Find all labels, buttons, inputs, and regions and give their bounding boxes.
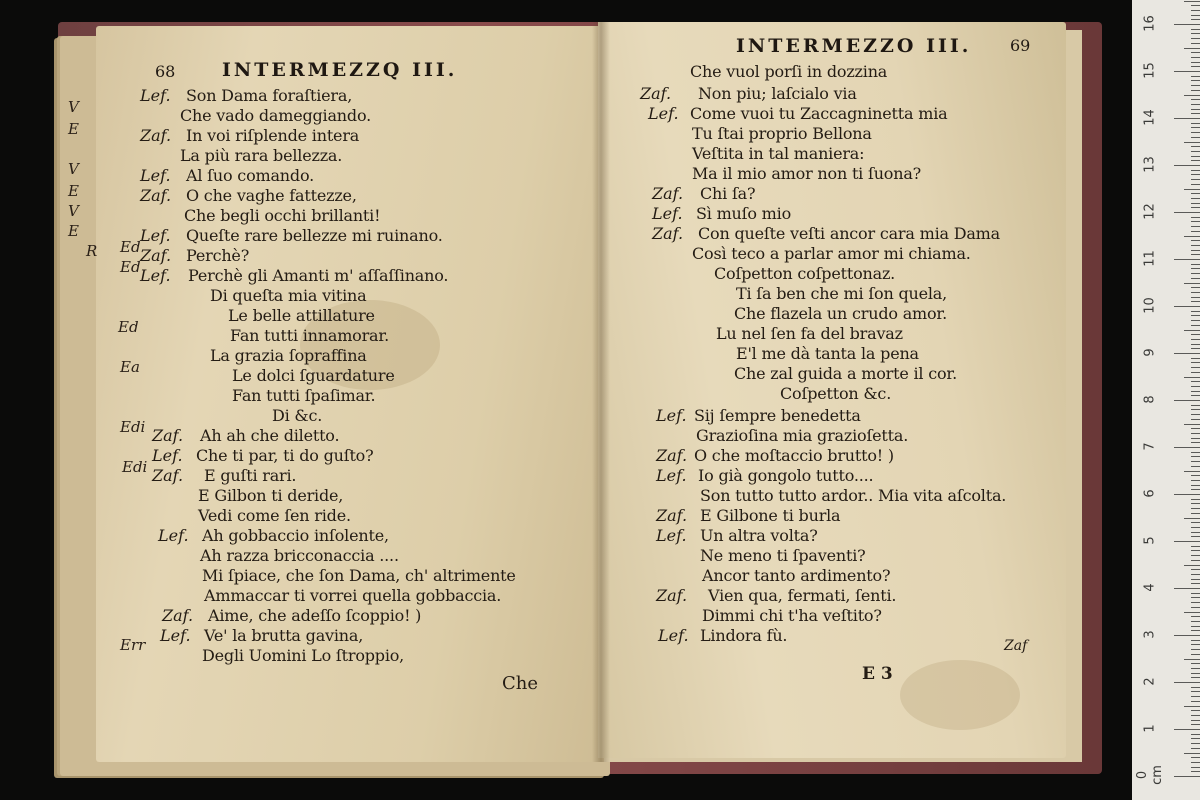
ruler-tick [1191,372,1200,373]
verse-line: Lindora fù. [700,626,788,645]
verse-line: Un altra volta? [700,526,818,545]
ruler-tick [1191,452,1200,453]
verse-line: Le belle attillature [228,306,375,325]
verse-line: Che begli occhi brillanti! [184,206,381,225]
ruler-tick [1191,640,1200,641]
ruler-tick [1191,184,1200,185]
ruler-tick [1191,456,1200,457]
ruler-tick [1174,353,1200,354]
ruler-tick [1191,466,1200,467]
ruler-label: 11 [1142,250,1158,267]
ruler-tick [1174,494,1200,495]
speaker-label: Zaf. [152,426,184,445]
ruler-tick [1184,1,1200,2]
ruler-tick [1191,278,1200,279]
ruler-label: 7 [1142,442,1158,451]
edge-text-fragment: Ed [120,258,141,276]
ruler-tick [1174,447,1200,448]
speaker-label: Zaf. [652,184,684,203]
ruler-tick [1174,400,1200,401]
ruler-tick [1191,696,1200,697]
edge-text-fragment: Ed [120,238,141,256]
ruler-tick [1191,90,1200,91]
verse-line: Ah razza bricconaccia .... [200,546,399,565]
verse-line: Sì muſo mio [696,204,792,223]
edge-text-fragment: V [68,160,79,178]
ruler-tick [1191,348,1200,349]
ruler-tick [1191,311,1200,312]
edge-text-fragment: Ed [118,318,139,336]
ruler-tick [1191,264,1200,265]
ruler-tick [1191,668,1200,669]
ruler-tick [1191,226,1200,227]
ruler-tick [1191,710,1200,711]
ruler-tick [1191,19,1200,20]
ruler-tick [1191,38,1200,39]
speaker-label: Zaf. [640,84,672,103]
ruler-tick [1174,165,1200,166]
ruler-tick [1191,57,1200,58]
ruler-tick [1184,518,1200,519]
ruler-tick [1191,485,1200,486]
edge-text-fragment: V [68,202,79,220]
verse-line: Son Dama foraſtiera, [186,86,353,105]
ruler-tick [1184,424,1200,425]
ruler-label: 9 [1142,348,1158,357]
ruler-tick [1191,602,1200,603]
verse-line: Degli Uomini Lo ſtroppio, [202,646,405,665]
ruler-tick [1191,362,1200,363]
ruler-tick [1191,287,1200,288]
ruler-tick [1191,644,1200,645]
ruler-tick [1191,405,1200,406]
verse-line: Ah ah che diletto. [200,426,340,445]
verse-line: Aime, che adeſſo ſcoppio! ) [208,606,422,625]
ruler-tick [1191,461,1200,462]
ruler-tick [1191,607,1200,608]
ruler-tick [1184,330,1200,331]
ruler-tick [1174,24,1200,25]
ruler-tick [1191,104,1200,105]
ruler-tick [1191,254,1200,255]
ruler-tick [1191,29,1200,30]
ruler-tick [1191,33,1200,34]
verse-line: E'l me dà tanta la pena [736,344,919,363]
speaker-label: Lef. [140,266,171,285]
ruler-tick [1191,10,1200,11]
ruler-tick [1191,480,1200,481]
ruler-tick [1191,217,1200,218]
ruler-tick [1191,419,1200,420]
ruler-tick [1191,160,1200,161]
ruler-tick [1191,583,1200,584]
verse-line: La più rara bellezza. [180,146,343,165]
verse-line: E Gilbone ti burla [700,506,841,525]
ruler-tick [1191,245,1200,246]
ruler-tick [1191,724,1200,725]
verse-line: Non piu; laſcialo via [698,84,857,103]
ruler-tick [1191,367,1200,368]
speaker-label: Lef. [140,226,171,245]
ruler-tick [1191,499,1200,500]
speaker-label: Lef. [140,86,171,105]
ruler-tick [1191,193,1200,194]
ruler-tick [1191,715,1200,716]
ruler-tick [1191,113,1200,114]
ruler-tick [1191,630,1200,631]
ruler-tick [1191,649,1200,650]
ruler-tick [1191,170,1200,171]
ruler-tick [1191,5,1200,6]
ruler-tick [1191,555,1200,556]
verse-line: Sij ſempre benedetta [694,406,861,425]
ruler-tick [1191,250,1200,251]
verse-line: Che zal guida a morte il cor. [734,364,957,383]
edge-text-fragment: Edi [122,458,148,476]
ruler-tick [1174,776,1200,777]
ruler-tick [1184,48,1200,49]
ruler-tick [1191,663,1200,664]
ruler-tick [1184,659,1200,660]
verse-line: E guſti rari. [204,466,297,485]
ruler-tick [1191,297,1200,298]
ruler-tick [1191,508,1200,509]
ruler-tick [1191,720,1200,721]
verse-line: Son tutto tutto ardor.. Mia vita aſcolta. [700,486,1007,505]
ruler-tick [1191,76,1200,77]
verse-line: Con queſte veſti ancor cara mia Dama [698,224,1000,243]
verse-line: Queſte rare bellezze mi ruinano. [186,226,443,245]
ruler-tick [1191,315,1200,316]
ruler-tick [1191,339,1200,340]
ruler-tick [1191,15,1200,16]
ruler-tick [1191,677,1200,678]
ruler-tick [1191,621,1200,622]
speaker-label: Zaf. [656,506,688,525]
speaker-label: Lef. [656,466,687,485]
verse-line: Coſpetton &c. [780,384,892,403]
speaker-label: Lef. [648,104,679,123]
ruler-tick [1191,207,1200,208]
ruler-tick [1191,757,1200,758]
ruler-tick [1191,123,1200,124]
speaker-label: Lef. [158,526,189,545]
ruler-tick [1174,212,1200,213]
speaker-label: Lef. [152,446,183,465]
ruler-label: 2 [1142,677,1158,686]
verse-line: Dimmi chi t'ha veſtito? [702,606,882,625]
ruler-tick [1191,748,1200,749]
ruler-tick [1191,734,1200,735]
ruler-tick [1191,80,1200,81]
verse-line: Come vuoi tu Zaccagninetta mia [690,104,948,123]
ruler-tick [1191,687,1200,688]
speaker-label: Zaf. [152,466,184,485]
ruler-tick [1191,503,1200,504]
ruler-tick [1184,706,1200,707]
verse-line: Che ti par, ti do guſto? [196,446,374,465]
ruler-tick [1191,743,1200,744]
verse-line: Lu nel ſen fa del bravaz [716,324,903,343]
ruler-tick [1191,532,1200,533]
ruler-tick [1191,85,1200,86]
verse-line: Di queſta mia vitina [210,286,367,305]
speaker-label: Zaf. [656,586,688,605]
ruler-tick [1191,771,1200,772]
edge-text-fragment: R [86,242,98,260]
ruler-tick [1174,118,1200,119]
ruler-tick [1191,579,1200,580]
ruler-tick [1191,240,1200,241]
ruler-tick [1191,527,1200,528]
verse-line: Al ſuo comando. [186,166,314,185]
ruler-tick [1184,142,1200,143]
ruler-tick [1191,569,1200,570]
verse-line: Le dolci ſguardature [232,366,395,385]
edge-text-fragment: V [68,98,79,116]
ruler-tick [1191,391,1200,392]
ruler-tick [1174,682,1200,683]
speaker-label: Lef. [160,626,191,645]
ruler-tick [1174,588,1200,589]
ruler-label: 6 [1142,489,1158,498]
verse-line: O che vaghe fattezze, [186,186,357,205]
verse-line: Ma il mio amor non ti ſuona? [692,164,922,183]
ruler-tick [1184,189,1200,190]
catchword-right: Zaf [1004,638,1028,654]
edge-text-fragment: Edi [120,418,146,436]
ruler-label: 3 [1142,630,1158,639]
ruler-tick [1191,409,1200,410]
verse-line: Ve' la brutta gavina, [204,626,364,645]
page-number-left: 68 [155,62,176,81]
ruler-tick [1191,325,1200,326]
verse-line: Ancor tanto ardimento? [702,566,891,585]
ruler-tick [1191,428,1200,429]
edge-text-fragment: E [68,222,79,240]
verse-line: Grazioſina mia grazioſetta. [696,426,909,445]
ruler-tick [1191,433,1200,434]
ruler-tick [1191,738,1200,739]
ruler-tick [1191,381,1200,382]
verse-line: Coſpetton coſpettonaz. [714,264,896,283]
ruler-tick [1191,616,1200,617]
speaker-label: Lef. [656,406,687,425]
ruler-tick [1191,231,1200,232]
verse-line: Di &c. [272,406,323,425]
edge-text-fragment: E [68,182,79,200]
ruler-label: 12 [1142,203,1158,220]
speaker-label: Zaf. [656,446,688,465]
ruler-tick [1191,132,1200,133]
verse-line: E Gilbon ti deride, [198,486,344,505]
ruler-label: 13 [1142,156,1158,173]
ruler-tick [1191,414,1200,415]
ruler-tick [1191,560,1200,561]
ruler-tick [1184,95,1200,96]
speaker-label: Zaf. [140,246,172,265]
ruler-tick [1191,536,1200,537]
ruler-label: 10 [1142,297,1158,314]
ruler-tick [1191,626,1200,627]
ruler-tick [1191,273,1200,274]
ruler-tick [1191,395,1200,396]
ruler-tick [1191,301,1200,302]
ruler-label: 15 [1142,62,1158,79]
catchword-left: Che [502,673,539,694]
ruler-tick [1191,43,1200,44]
ruler-tick [1191,268,1200,269]
verse-line: Così teco a parlar amor mi chiama. [692,244,971,263]
signature-mark: E 3 [862,664,893,684]
ruler-tick [1191,221,1200,222]
ruler-tick [1191,146,1200,147]
ruler-tick [1184,377,1200,378]
ruler-tick [1191,174,1200,175]
ruler-tick [1191,127,1200,128]
ruler-tick [1191,574,1200,575]
verse-line: Fan tutti innamorar. [230,326,389,345]
verse-line: Che vado dameggiando. [180,106,371,125]
ruler-tick [1174,729,1200,730]
ruler-label: 4 [1142,583,1158,592]
ruler-label: 16 [1142,15,1158,32]
ruler-tick [1191,442,1200,443]
ruler-tick [1191,52,1200,53]
verse-line: O che moſtaccio brutto! ) [694,446,894,465]
ruler-tick [1174,306,1200,307]
ruler-tick [1191,203,1200,204]
ruler-label: 5 [1142,536,1158,545]
edge-text-fragment: Ea [120,358,140,376]
verse-line: Perchè gli Amanti m' aſſaſſinano. [188,266,449,285]
verse-line: Ah gobbaccio inſolente, [202,526,389,545]
ruler-label: 8 [1142,395,1158,404]
ruler-tick [1184,565,1200,566]
ruler-tick [1191,654,1200,655]
running-header-left: INTERMEZZQ III. [222,59,458,81]
ruler-tick [1191,513,1200,514]
ruler-tick [1191,99,1200,100]
ruler-tick [1191,673,1200,674]
verse-line: Che flazela un crudo amor. [734,304,948,323]
verse-line: Vien qua, fermati, ſenti. [708,586,897,605]
ruler-tick [1191,550,1200,551]
speaker-label: Lef. [652,204,683,223]
verse-line: Perchè? [186,246,250,265]
verse-line: Che vuol porſi in dozzina [690,62,888,81]
page-number-right: 69 [1010,36,1031,55]
ruler-tick [1191,767,1200,768]
ruler-label: 1 [1142,724,1158,733]
verse-line: Ti ſa ben che mi ſon quela, [736,284,948,303]
verse-line: La grazia ſopraffina [210,346,367,365]
ruler-tick [1191,438,1200,439]
verse-line: Vedi come ſen ride. [198,506,351,525]
speaker-label: Zaf. [652,224,684,243]
verse-line: Io già gongolo tutto.... [698,466,874,485]
ruler-tick [1191,386,1200,387]
ruler-tick [1191,597,1200,598]
ruler-tick [1191,156,1200,157]
ruler-tick [1191,66,1200,67]
ruler-tick [1191,546,1200,547]
ruler-tick [1191,344,1200,345]
verse-line: Tu ſtai proprio Bellona [692,124,872,143]
ruler-label: 14 [1142,109,1158,126]
ruler-tick [1184,612,1200,613]
ruler-tick [1191,489,1200,490]
ruler-tick [1191,109,1200,110]
ruler-tick [1174,541,1200,542]
ruler-tick [1191,179,1200,180]
ruler-tick [1184,236,1200,237]
ruler-tick [1191,762,1200,763]
speaker-label: Zaf. [162,606,194,625]
verse-line: Ne meno ti ſpaventi? [700,546,866,565]
ruler-tick [1191,151,1200,152]
ruler-tick [1191,334,1200,335]
ruler-tick [1191,320,1200,321]
ruler-tick [1191,292,1200,293]
ruler-tick [1191,593,1200,594]
ruler-tick [1174,259,1200,260]
verse-line: Chi ſa? [700,184,756,203]
verse-line: Veſtita in tal maniera: [692,144,865,163]
ruler-tick [1174,635,1200,636]
ruler-tick [1191,475,1200,476]
edge-text-fragment: Err [120,636,146,654]
running-header-right: INTERMEZZO III. [736,35,972,57]
speaker-label: Lef. [656,526,687,545]
verse-line: Ammaccar ti vorrei quella gobbaccia. [204,586,502,605]
ruler-label: 0 cm [1135,765,1165,785]
ruler-tick [1184,753,1200,754]
speaker-label: Lef. [658,626,689,645]
edge-text-fragment: E [68,120,79,138]
verse-line: Fan tutti ſpaſimar. [232,386,376,405]
speaker-label: Zaf. [140,186,172,205]
measuring-ruler [1132,0,1200,800]
ruler-tick [1191,701,1200,702]
ruler-tick [1184,471,1200,472]
verse-line: In voi riſplende intera [186,126,360,145]
ruler-tick [1191,358,1200,359]
speaker-label: Lef. [140,166,171,185]
ruler-tick [1191,522,1200,523]
ruler-tick [1174,71,1200,72]
ruler-tick [1184,283,1200,284]
verse-line: Mi ſpiace, che ſon Dama, ch' altrimente [202,566,516,585]
ruler-tick [1191,198,1200,199]
speaker-label: Zaf. [140,126,172,145]
ruler-tick [1191,62,1200,63]
ruler-tick [1191,137,1200,138]
ruler-tick [1191,691,1200,692]
